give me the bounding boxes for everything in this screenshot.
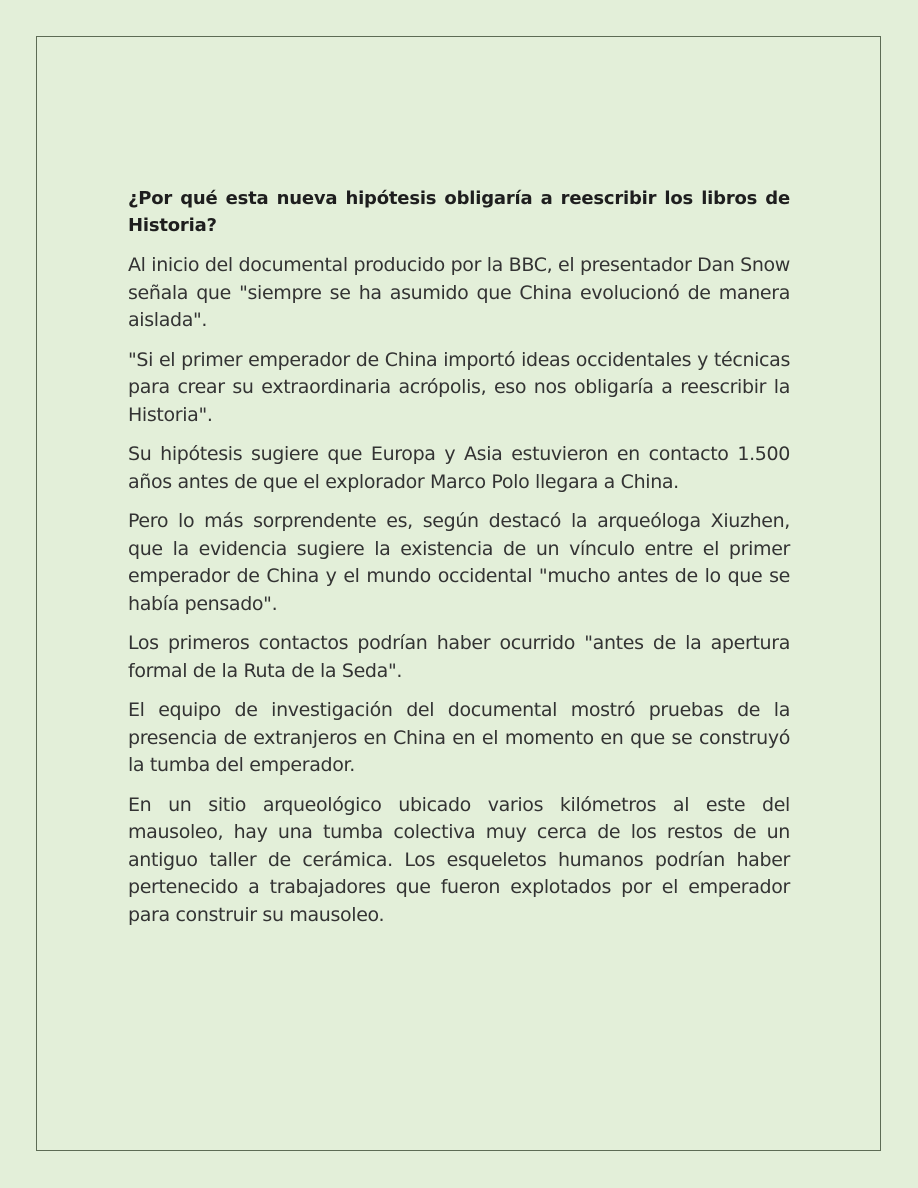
paragraph-1: Al inicio del documental producido por la BBC, el presentador Dan Snow señala que "siempre se ha asumido que China evolucionó de manera aislada". (128, 254, 790, 331)
paragraph-6: El equipo de investigación del documental mostró pruebas de la presencia de extranjeros en China en el momento en que se construyó la tumba del emperador. (128, 699, 790, 776)
section-heading: ¿Por qué esta nueva hipótesis obligaría a reescribir los libros de Historia? (128, 188, 790, 236)
document-body (128, 185, 790, 941)
paragraph-5: Los primeros contactos podrían haber ocurrido "antes de la apertura formal de la Ruta de la Seda". (128, 632, 790, 682)
paragraph-7: En un sitio arqueológico ubicado varios kilómetros al este del mausoleo, hay una tumba colectiva muy cerca de los restos de un antiguo taller de cerámica. Los esqueletos humanos podrían haber pertenecido a trabajadores que fueron explotados por el emperador para construir su mausoleo. (128, 793, 790, 926)
paragraph-3: Su hipótesis sugiere que Europa y Asia estuvieron en contacto 1.500 años antes de que el explorador Marco Polo llegara a China. (128, 443, 790, 493)
paragraph-2: "Si el primer emperador de China importó ideas occidentales y técnicas para crear su extraordinaria acrópolis, eso nos obligaría a reescribir la Historia". (128, 348, 790, 426)
paragraph-4: Pero lo más sorprendente es, según destacó la arqueóloga Xiuzhen, que la evidencia sugiere la existencia de un vínculo entre el primer emperador de China y el mundo occidental "mucho antes de lo que se había pensado". (128, 510, 790, 615)
